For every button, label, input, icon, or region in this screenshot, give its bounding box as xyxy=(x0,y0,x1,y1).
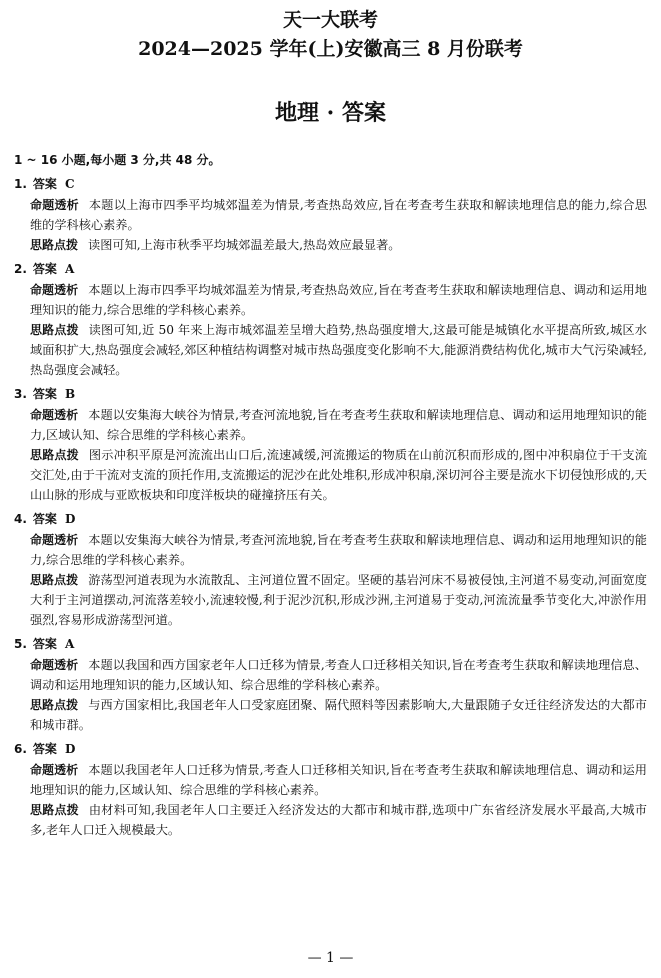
question-1 xyxy=(14,174,647,255)
hint-text: 读图可知,上海市秋季平均城郊温差最大,热岛效应最显著。 xyxy=(88,238,401,252)
question-number: 6. xyxy=(14,742,27,756)
analysis-paragraph xyxy=(30,530,647,570)
question-3 xyxy=(14,384,647,505)
subject-title: 地理 · 答案 xyxy=(275,100,386,126)
analysis-paragraph xyxy=(30,405,647,445)
hint-paragraph xyxy=(30,320,647,380)
hint-label: 思路点拨 xyxy=(30,698,79,712)
answer-line xyxy=(14,259,647,280)
hint-label: 思路点拨 xyxy=(30,803,79,817)
hint-text: 由材料可知,我国老年人口主要迁入经济发达的大都市和城市群,选项中广东省经济发展水平最高,大城市多,老年人口迁入规模最大。 xyxy=(30,803,647,837)
analysis-label: 命题透析 xyxy=(30,198,79,212)
analysis-text: 本题以我国老年人口迁移为情景,考查人口迁移相关知识,旨在考查考生获取和解读地理信息、调动和运用地理知识的能力,区域认知、综合思维的学科核心素养。 xyxy=(30,763,647,797)
answer-label: 答案 xyxy=(32,177,57,191)
answer-label: 答案 xyxy=(32,637,57,651)
hint-paragraph xyxy=(30,235,647,255)
answer-label: 答案 xyxy=(32,742,57,756)
hint-label: 思路点拨 xyxy=(30,238,79,252)
question-number: 2. xyxy=(14,262,27,276)
hint-text: 与西方国家相比,我国老年人口受家庭团聚、隔代照料等因素影响大,大量跟随子女迁往经济发达的大都市和城市群。 xyxy=(30,698,647,732)
answer-line xyxy=(14,509,647,530)
answer-letter: C xyxy=(64,177,75,191)
scoring-intro: 1 ~ 16 小题,每小题 3 分,共 48 分。 xyxy=(14,153,221,167)
question-number: 4. xyxy=(14,512,27,526)
analysis-text: 本题以安集海大峡谷为情景,考查河流地貌,旨在考查考生获取和解读地理信息、调动和运用地理知识的能力,区域认知、综合思维的学科核心素养。 xyxy=(30,408,647,442)
analysis-paragraph xyxy=(30,760,647,800)
analysis-label: 命题透析 xyxy=(30,533,79,547)
analysis-label: 命题透析 xyxy=(30,283,79,297)
analysis-text: 本题以安集海大峡谷为情景,考查河流地貌,旨在考查考生获取和解读地理信息、调动和运用地理知识的能力,综合思维的学科核心素养。 xyxy=(30,533,647,567)
answer-body xyxy=(14,150,647,840)
question-5 xyxy=(14,634,647,735)
analysis-paragraph xyxy=(30,195,647,235)
org-title: 天一大联考 xyxy=(282,9,378,31)
analysis-paragraph xyxy=(30,280,647,320)
analysis-paragraph xyxy=(30,655,647,695)
answer-letter: B xyxy=(64,387,76,401)
hint-label: 思路点拨 xyxy=(30,448,79,462)
answer-letter: D xyxy=(64,512,76,526)
question-4 xyxy=(14,509,647,630)
answer-label: 答案 xyxy=(32,512,57,526)
question-number: 5. xyxy=(14,637,27,651)
answer-letter: A xyxy=(64,637,75,651)
question-2 xyxy=(14,259,647,380)
answer-line xyxy=(14,634,647,655)
analysis-text: 本题以我国和西方国家老年人口迁移为情景,考查人口迁移相关知识,旨在考查考生获取和解读地理信息、调动和运用地理知识的能力,区域认知、综合思维的学科核心素养。 xyxy=(30,658,647,692)
page-number: — 1 — xyxy=(307,950,354,966)
question-6 xyxy=(14,739,647,840)
hint-label: 思路点拨 xyxy=(30,573,79,587)
hint-text: 图示冲积平原是河流流出山口后,流速减缓,河流搬运的物质在山前沉积而形成的,图中冲积扇位于干支流交汇处,由于干流对支流的顶托作用,支流搬运的泥沙在此处堆积,形成冲积扇,深切河谷主要是流水下切侵蚀形成的,天山山脉的形成与亚欧板块和印度洋板块的碰撞挤压有关。 xyxy=(30,448,647,502)
question-number: 3. xyxy=(14,387,27,401)
hint-text: 读图可知,近 50 年来上海市城郊温差呈增大趋势,热岛强度增大,这最可能是城镇化水平提高所致,城区水域面积扩大,热岛强度会减轻,郊区种植结构调整对城市热岛强度变化影响不大,能源消费结构优化,城市大气污染减轻,热岛强度会减轻。 xyxy=(30,323,647,377)
analysis-label: 命题透析 xyxy=(30,408,79,422)
answer-line xyxy=(14,739,647,760)
answer-label: 答案 xyxy=(32,262,57,276)
question-number: 1. xyxy=(14,177,27,191)
answer-letter: D xyxy=(64,742,76,756)
hint-text: 游荡型河道表现为水流散乱、主河道位置不固定。坚硬的基岩河床不易被侵蚀,主河道不易变动,河面宽度大利于主河道摆动,河流落差较小,流速较慢,利于泥沙沉积,形成沙洲,主河道易于变动,河流流量季节变化大,冲淤作用强烈,容易形成游荡型河道。 xyxy=(30,573,647,627)
analysis-label: 命题透析 xyxy=(30,658,79,672)
answer-letter: A xyxy=(64,262,75,276)
exam-title: 2024—2025 学年(上)安徽高三 8 月份联考 xyxy=(138,38,523,60)
analysis-text: 本题以上海市四季平均城郊温差为情景,考查热岛效应,旨在考查考生获取和解读地理信息、调动和运用地理知识的能力,综合思维的学科核心素养。 xyxy=(30,283,647,317)
hint-paragraph xyxy=(30,445,647,505)
analysis-label: 命题透析 xyxy=(30,763,79,777)
answer-label: 答案 xyxy=(32,387,57,401)
answer-line xyxy=(14,174,647,195)
hint-label: 思路点拨 xyxy=(30,323,79,337)
hint-paragraph xyxy=(30,570,647,630)
analysis-text: 本题以上海市四季平均城郊温差为情景,考查热岛效应,旨在考查考生获取和解读地理信息的能力,综合思维的学科核心素养。 xyxy=(30,198,647,232)
hint-paragraph xyxy=(30,800,647,840)
hint-paragraph xyxy=(30,695,647,735)
answer-line xyxy=(14,384,647,405)
